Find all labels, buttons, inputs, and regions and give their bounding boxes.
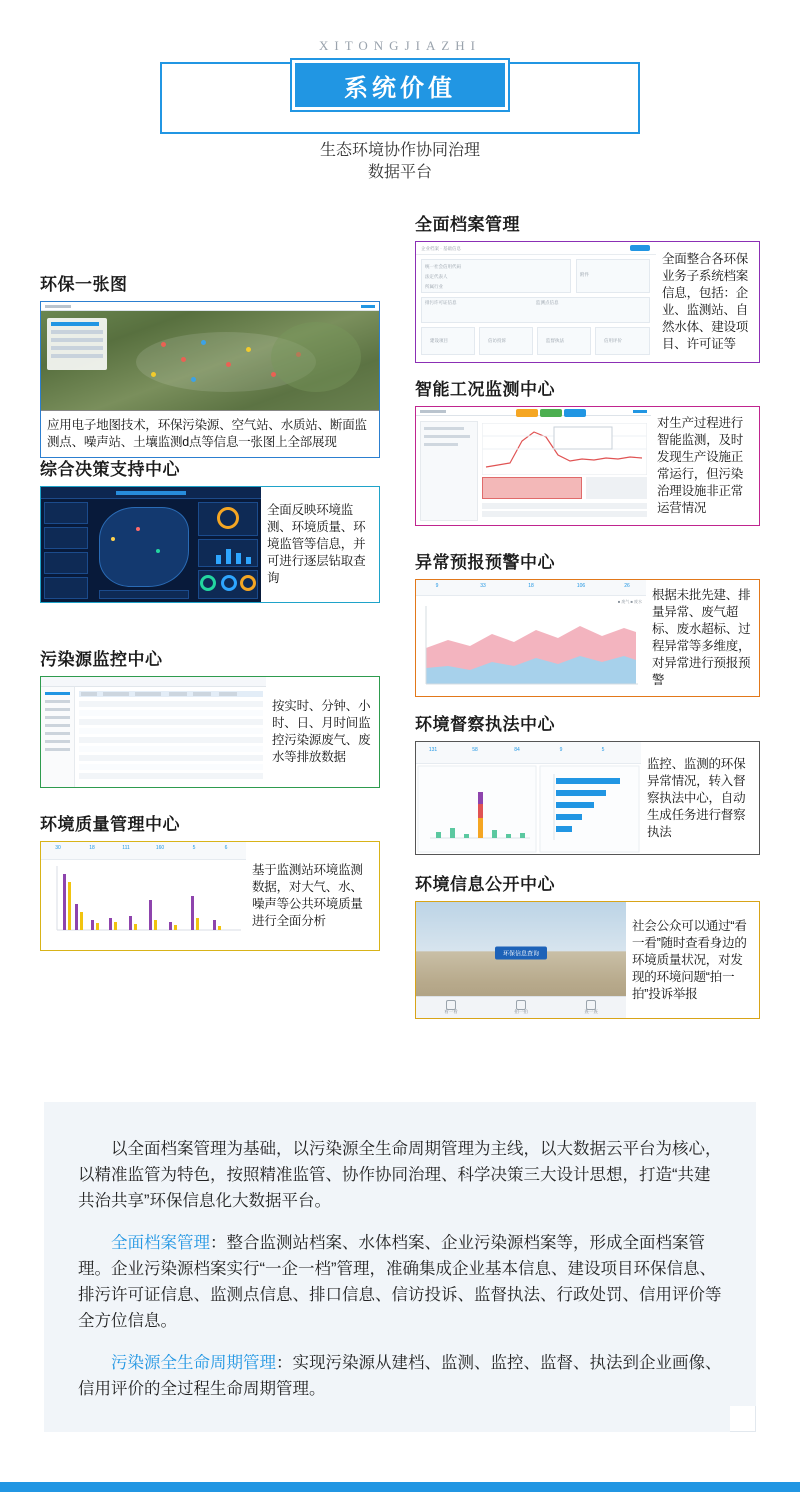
card-archive-screenshot: 企业档案 · 基础信息 统一社会信用代码 法定代表人 所属行业 附件 排污许可证信息 监测点信息 建设项目 信访投诉 监督执法 信用评价 bbox=[416, 242, 656, 362]
card-alarm-title: 异常预报预警中心 bbox=[415, 553, 555, 572]
summary-block bbox=[44, 1102, 756, 1432]
card-map bbox=[40, 270, 380, 458]
card-decision-title: 综合决策支持中心 bbox=[40, 460, 180, 479]
card-map-screenshot bbox=[41, 302, 379, 410]
card-archive-desc: 全面整合各环保业务子系统档案信息，包括：企业、监测站、自然水体、建设项目、许可证等 bbox=[662, 252, 749, 351]
card-quality bbox=[40, 810, 380, 951]
card-condition-body bbox=[415, 406, 760, 526]
card-public-screenshot bbox=[416, 902, 626, 1018]
bottom-accent-bar bbox=[0, 1482, 800, 1492]
dock-item-look[interactable]: 看一看 bbox=[416, 997, 486, 1018]
card-quality-desc: 基于监测站环境监测数据，对大气、水、噪声等公共环境质量进行全面分析 bbox=[252, 863, 363, 928]
card-map-body bbox=[40, 301, 380, 458]
card-source-screenshot bbox=[41, 677, 266, 787]
card-alarm bbox=[415, 548, 760, 697]
card-source-title: 污染源监控中心 bbox=[40, 650, 163, 669]
card-public-desc: 社会公众可以通过“看一看”随时查看身边的环境质量状况，对发现的环境问题“拍一拍”投诉举报 bbox=[632, 918, 747, 1001]
public-badge: 环保信息查询 bbox=[495, 947, 547, 960]
card-quality-body bbox=[40, 841, 380, 951]
card-decision-body bbox=[40, 486, 380, 603]
card-alarm-screenshot: 9 33 18 106 26 ■ 废气 ■ 废水 bbox=[416, 580, 646, 696]
dock-item-check[interactable]: 查一查 bbox=[556, 997, 626, 1018]
summary-paragraph-3 bbox=[78, 1350, 722, 1402]
card-source-desc: 按实时、分钟、小时、日、月时间监控污染源废气、废水等排放数据 bbox=[272, 699, 371, 764]
card-supervise-desc: 监控、监测的环保异常情况，转入督察执法中心，自动生成任务进行督察执法 bbox=[647, 756, 746, 839]
summary-paragraph-2-text: ：整合监测站档案、水体档案、企业污染源档案等，形成全面档案管理。企业污染源档案实行“一企一档”管理，准确集成企业基本信息、建设项目环保信息、排污许可证信息、监测点信息、排口信息、信访投诉、监督执法、行政处罚、信用评价等全方位信息。 bbox=[78, 1234, 722, 1330]
card-supervise-body bbox=[415, 741, 760, 855]
card-archive-body bbox=[415, 241, 760, 363]
card-public-title: 环境信息公开中心 bbox=[415, 875, 555, 894]
card-supervise bbox=[415, 710, 760, 855]
card-archive-title: 全面档案管理 bbox=[415, 215, 520, 234]
card-source bbox=[40, 645, 380, 788]
page-subtitle bbox=[0, 140, 800, 184]
summary-keyword-lifecycle: 污染源全生命周期管理 bbox=[111, 1354, 276, 1372]
summary-paragraph-1: 以全面档案管理为基础，以污染源全生命周期管理为主线，以大数据云平台为核心，以精准监管为特色，按照精准监管、协作协同治理、科学决策三大设计思想，打造“共建共治共享”环保信息化大数据平台。 bbox=[78, 1140, 722, 1210]
card-condition-title: 智能工况监测中心 bbox=[415, 380, 555, 399]
card-quality-title: 环境质量管理中心 bbox=[40, 815, 180, 834]
card-public bbox=[415, 870, 760, 1019]
subtitle-line-2: 数据平台 bbox=[367, 164, 432, 181]
card-source-body bbox=[40, 676, 380, 788]
header-kicker: XITONGJIAZHI bbox=[318, 38, 482, 53]
card-supervise-title: 环境督察执法中心 bbox=[415, 715, 555, 734]
summary-keyword-archive: 全面档案管理 bbox=[111, 1234, 210, 1252]
card-decision-screenshot bbox=[41, 487, 261, 602]
subtitle-line-1: 生态环境协作协同治理 bbox=[319, 142, 480, 159]
card-condition-desc: 对生产过程进行智能监测，及时发现生产设施正常运行，但污染治理设施非正常运营情况 bbox=[657, 416, 744, 515]
card-supervise-screenshot: 131 58 84 9 5 bbox=[416, 742, 641, 854]
feature-board bbox=[0, 210, 800, 1080]
card-condition-screenshot bbox=[416, 407, 651, 525]
card-map-desc: 应用电子地图技术，环保污染源、空气站、水质站、断面监测点、噪声站、土壤监测d点等信息一张图上全部展现 bbox=[41, 410, 379, 457]
page-header bbox=[0, 0, 800, 210]
dock-item-shoot[interactable]: 拍一拍 bbox=[486, 997, 556, 1018]
card-quality-screenshot: 30 18 111 160 5 6 bbox=[41, 842, 246, 950]
card-map-title: 环保一张图 bbox=[40, 275, 128, 294]
page-title: 系统价值 bbox=[292, 60, 508, 110]
card-decision bbox=[40, 455, 380, 603]
card-public-body bbox=[415, 901, 760, 1019]
summary-paragraph-3-text: ：实现污染源从建档、监测、监控、监督、执法到企业画像、信用评价的全过程生命周期管理。 bbox=[78, 1354, 722, 1398]
card-decision-desc: 全面反映环境监测、环境质量、环境监管等信息，并可进行逐层钻取查询 bbox=[267, 503, 366, 585]
card-condition bbox=[415, 375, 760, 526]
card-archive bbox=[415, 210, 760, 363]
summary-paragraph-2 bbox=[78, 1230, 722, 1334]
card-alarm-body bbox=[415, 579, 760, 697]
card-alarm-desc: 根据未批先建、排量异常、废气超标、废水超标、过程异常等多维度，对异常进行预报预警 bbox=[652, 588, 751, 687]
